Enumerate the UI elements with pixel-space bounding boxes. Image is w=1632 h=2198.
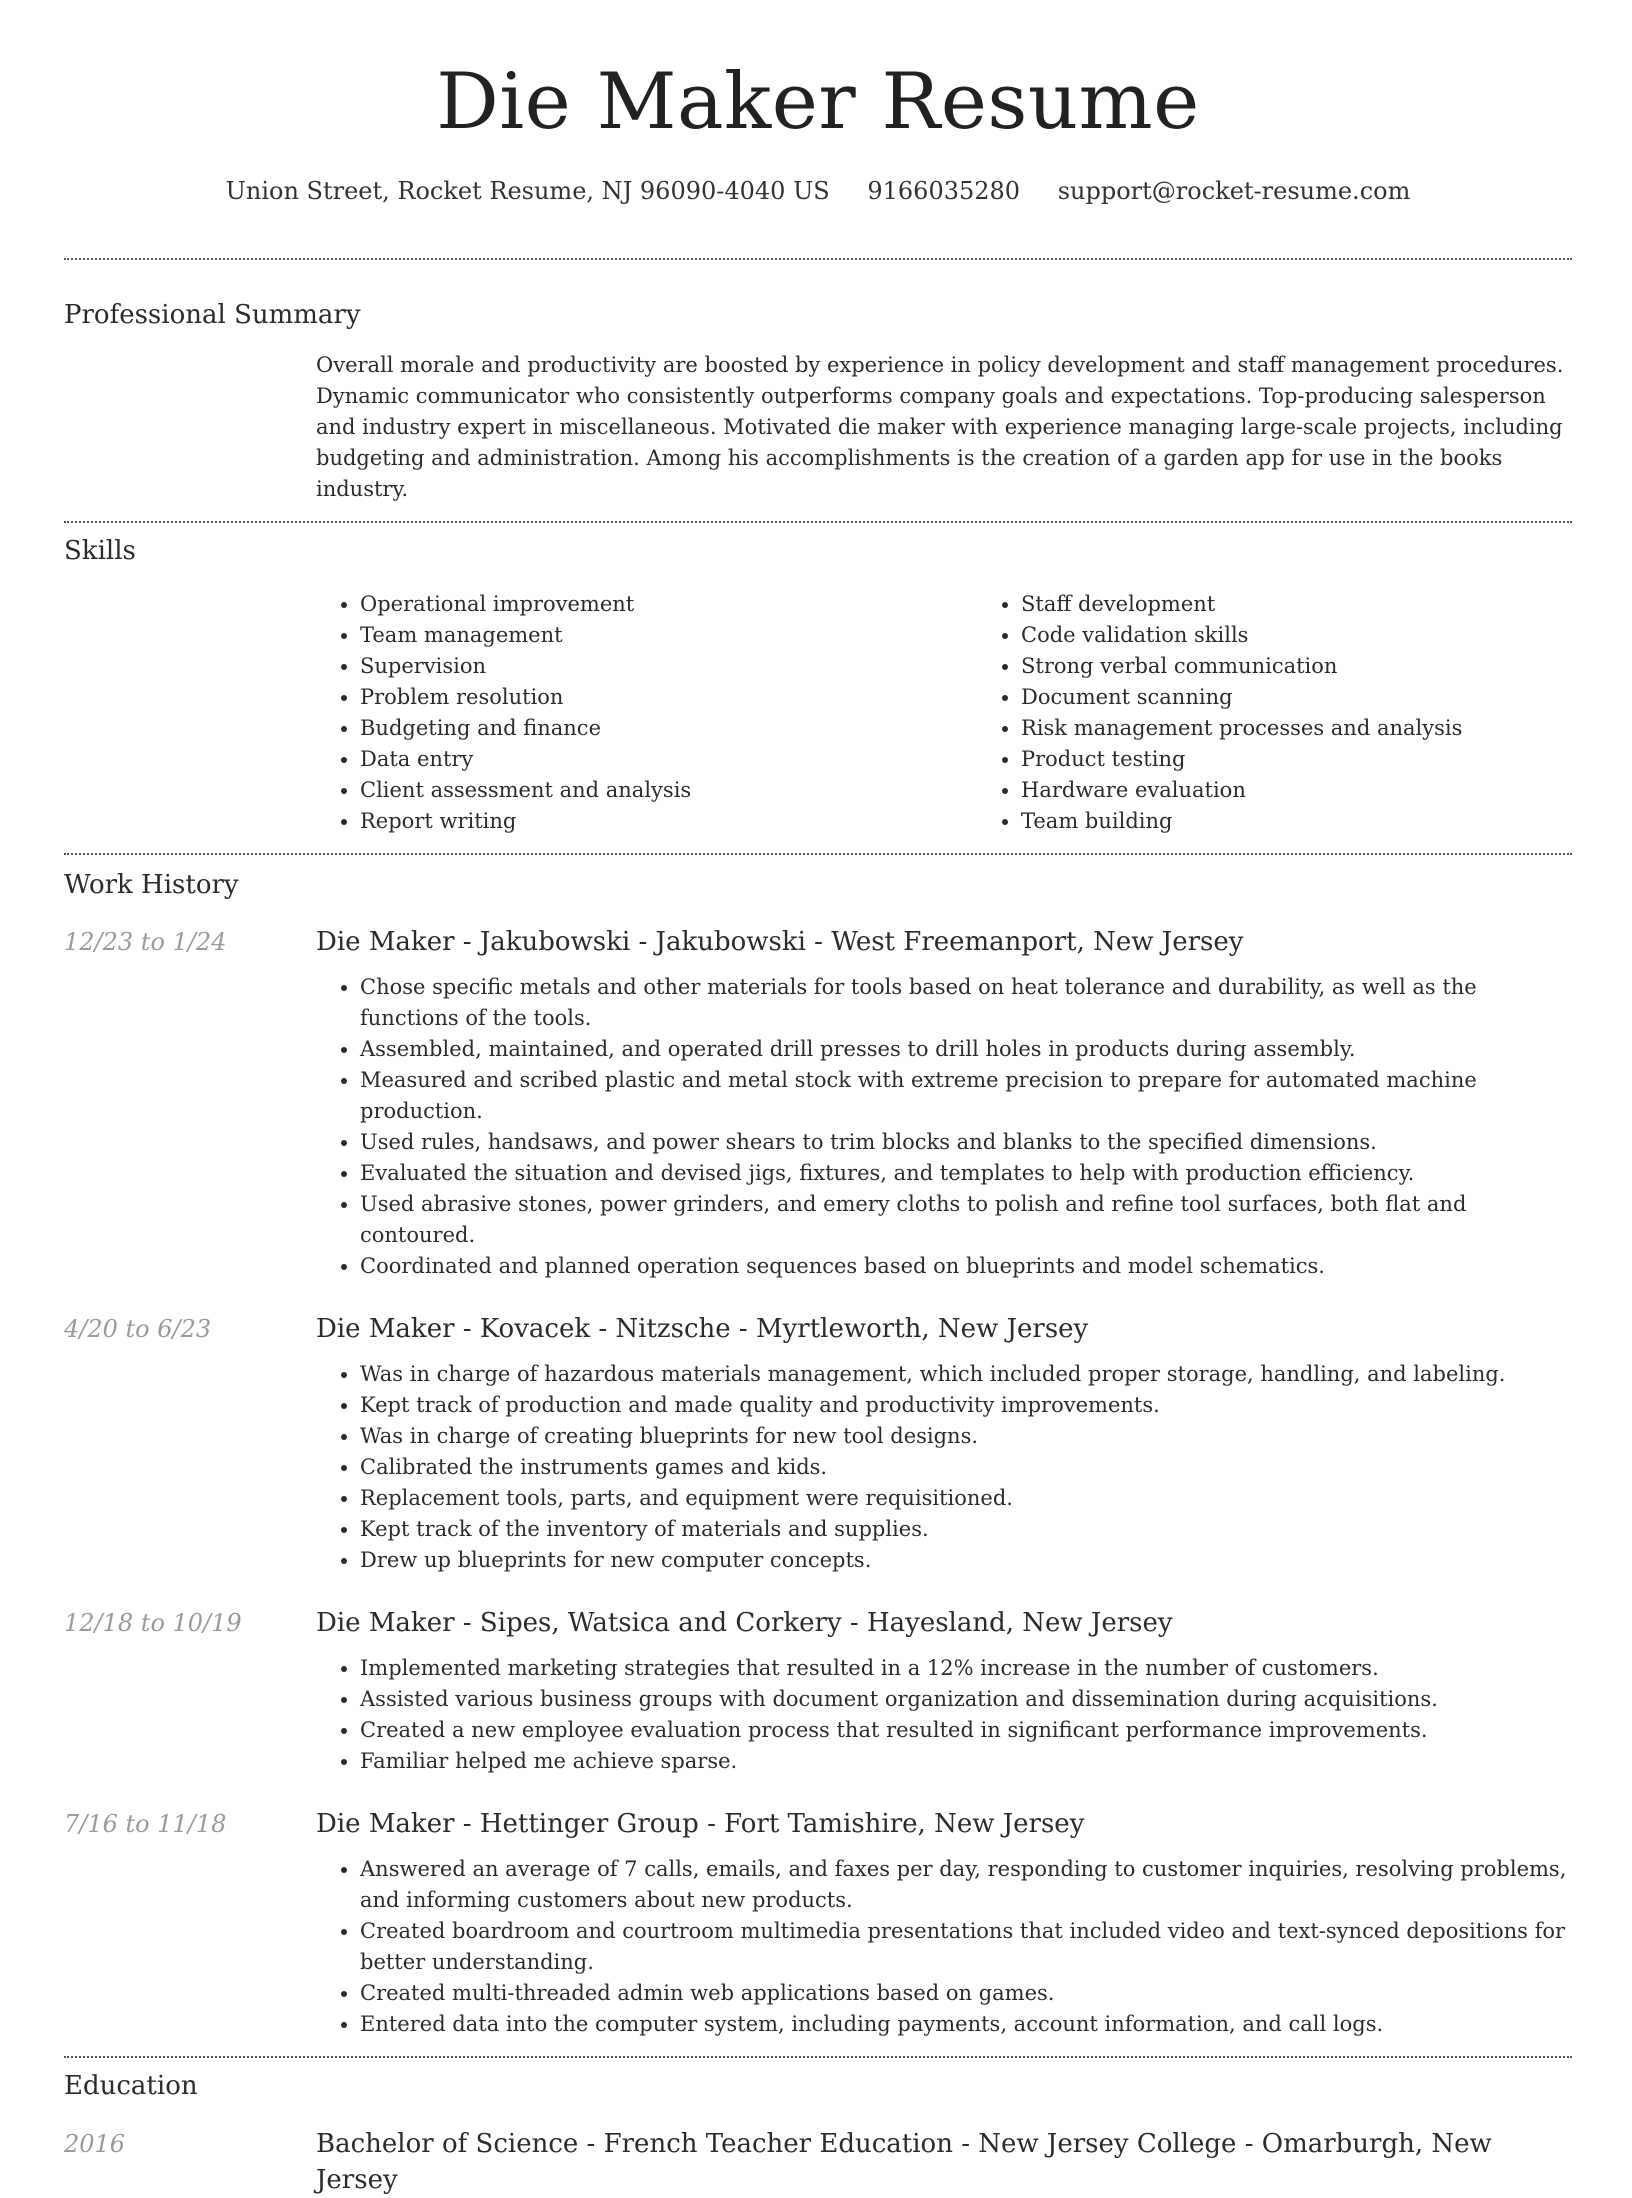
job-bullet: • Measured and scribed plastic and metal stock with extreme precision to prepare for automated machine production. [360,1065,1572,1127]
job-bullet: • Coordinated and planned operation sequences based on blueprints and model schematics. [360,1251,1572,1282]
job-bullets [316,972,1572,1282]
job-bullet: • Used abrasive stones, power grinders, and emery cloths to polish and refine tool surfaces, both flat and contoured. [360,1189,1572,1251]
education-entry [64,2126,1572,2198]
job-entry [64,1311,1572,1576]
skill-item: • Document scanning [1021,682,1632,713]
skill-item: • Data entry [360,744,977,775]
job-dates: 7/16 to 11/18 [64,1810,227,1838]
job-bullet: • Created a new employee evaluation process that resulted in significant performance improvements. [360,1715,1572,1746]
skill-item: • Client assessment and analysis [360,775,977,806]
resume-title: Die Maker Resume [436,57,1200,147]
skill-item: • Supervision [360,651,977,682]
section-heading-skills: Skills [64,536,136,566]
job-bullets [316,1359,1572,1576]
skill-item: • Product testing [1021,744,1632,775]
divider [64,258,1572,260]
job-entry [64,1605,1572,1777]
job-bullet: • Chose specific metals and other materials for tools based on heat tolerance and durability, as well as the functions of the tools. [360,972,1572,1034]
job-bullet: • Kept track of production and made quality and productivity improvements. [360,1390,1572,1421]
job-bullet: • Replacement tools, parts, and equipment were requisitioned. [360,1483,1572,1514]
job-bullet: • Kept track of the inventory of materials and supplies. [360,1514,1572,1545]
skill-item: • Problem resolution [360,682,977,713]
job-bullets [316,1854,1572,2040]
job-title: Die Maker - Sipes, Watsica and Corkery - Hayesland, New Jersey [316,1608,1173,1638]
job-bullets [316,1653,1572,1777]
resume-page [64,0,1572,2198]
skill-item: • Risk management processes and analysis [1021,713,1632,744]
job-bullet: • Evaluated the situation and devised jigs, fixtures, and templates to help with production efficiency. [360,1158,1572,1189]
skills-list-left [316,589,977,837]
skill-item: • Strong verbal communication [1021,651,1632,682]
skill-item: • Hardware evaluation [1021,775,1632,806]
divider [64,853,1572,855]
job-bullet: • Entered data into the computer system, including payments, account information, and call logs. [360,2009,1572,2040]
section-heading-education: Education [64,2071,198,2101]
job-bullet: • Created multi-threaded admin web applications based on games. [360,1978,1572,2009]
job-bullet: • Answered an average of 7 calls, emails, and faxes per day, responding to customer inquiries, resolving problems, and informing customers about new products. [360,1854,1572,1916]
job-bullet: • Assembled, maintained, and operated drill presses to drill holes in products during assembly. [360,1034,1572,1065]
job-bullet: • Familiar helped me achieve sparse. [360,1746,1572,1777]
skill-item: • Staff development [1021,589,1632,620]
contact-address: Union Street, Rocket Resume, NJ 96090-4040 US [225,177,830,205]
job-bullet: • Used rules, handsaws, and power shears to trim blocks and blanks to the specified dimensions. [360,1127,1572,1158]
contact-line [64,174,1572,208]
job-bullet: • Was in charge of hazardous materials management, which included proper storage, handling, and labeling. [360,1359,1572,1390]
job-dates: 4/20 to 6/23 [64,1315,212,1343]
job-bullet: • Implemented marketing strategies that resulted in a 12% increase in the number of customers. [360,1653,1572,1684]
job-entry [64,924,1572,1282]
contact-phone: 9166035280 [867,177,1021,205]
skill-item: • Report writing [360,806,977,837]
job-title: Die Maker - Jakubowski - Jakubowski - West Freemanport, New Jersey [316,927,1244,957]
job-bullet: • Created boardroom and courtroom multimedia presentations that included video and text-synced depositions for better understanding. [360,1916,1572,1978]
skill-item: • Code validation skills [1021,620,1632,651]
section-heading-work: Work History [64,870,239,900]
education-year: 2016 [64,2130,126,2158]
job-bullet: • Assisted various business groups with document organization and dissemination during acquisitions. [360,1684,1572,1715]
section-heading-summary: Professional Summary [64,300,361,330]
skill-item: • Team management [360,620,977,651]
job-dates: 12/23 to 1/24 [64,928,227,956]
job-title: Die Maker - Kovacek - Nitzsche - Myrtleworth, New Jersey [316,1314,1089,1344]
job-title: Die Maker - Hettinger Group - Fort Tamishire, New Jersey [316,1809,1085,1839]
divider [64,521,1572,523]
skills-grid [316,589,1632,837]
job-bullet: • Calibrated the instruments games and kids. [360,1452,1572,1483]
job-entry [64,1806,1572,2040]
job-bullet: • Drew up blueprints for new computer concepts. [360,1545,1572,1576]
contact-email: support@rocket-resume.com [1057,177,1411,205]
summary-text: Overall morale and productivity are boosted by experience in policy development and staff management procedures. Dynamic communicator who consistently outperforms company goals and expectations. Top-producing salesperson and industry expert in miscellaneous. Motivated die maker with experience managing large-scale projects, including budgeting and administration. Among his accomplishments is the creation of a garden app for use in the books industry. [316,353,1564,501]
skill-item: • Team building [1021,806,1632,837]
job-bullet: • Was in charge of creating blueprints for new tool designs. [360,1421,1572,1452]
divider [64,2056,1572,2058]
job-dates: 12/18 to 10/19 [64,1609,242,1637]
skill-item: • Budgeting and finance [360,713,977,744]
skill-item: • Operational improvement [360,589,977,620]
skills-list-right [977,589,1632,837]
education-degree: Bachelor of Science - French Teacher Education - New Jersey College - Omarburgh, New Jersey [316,2129,1492,2195]
